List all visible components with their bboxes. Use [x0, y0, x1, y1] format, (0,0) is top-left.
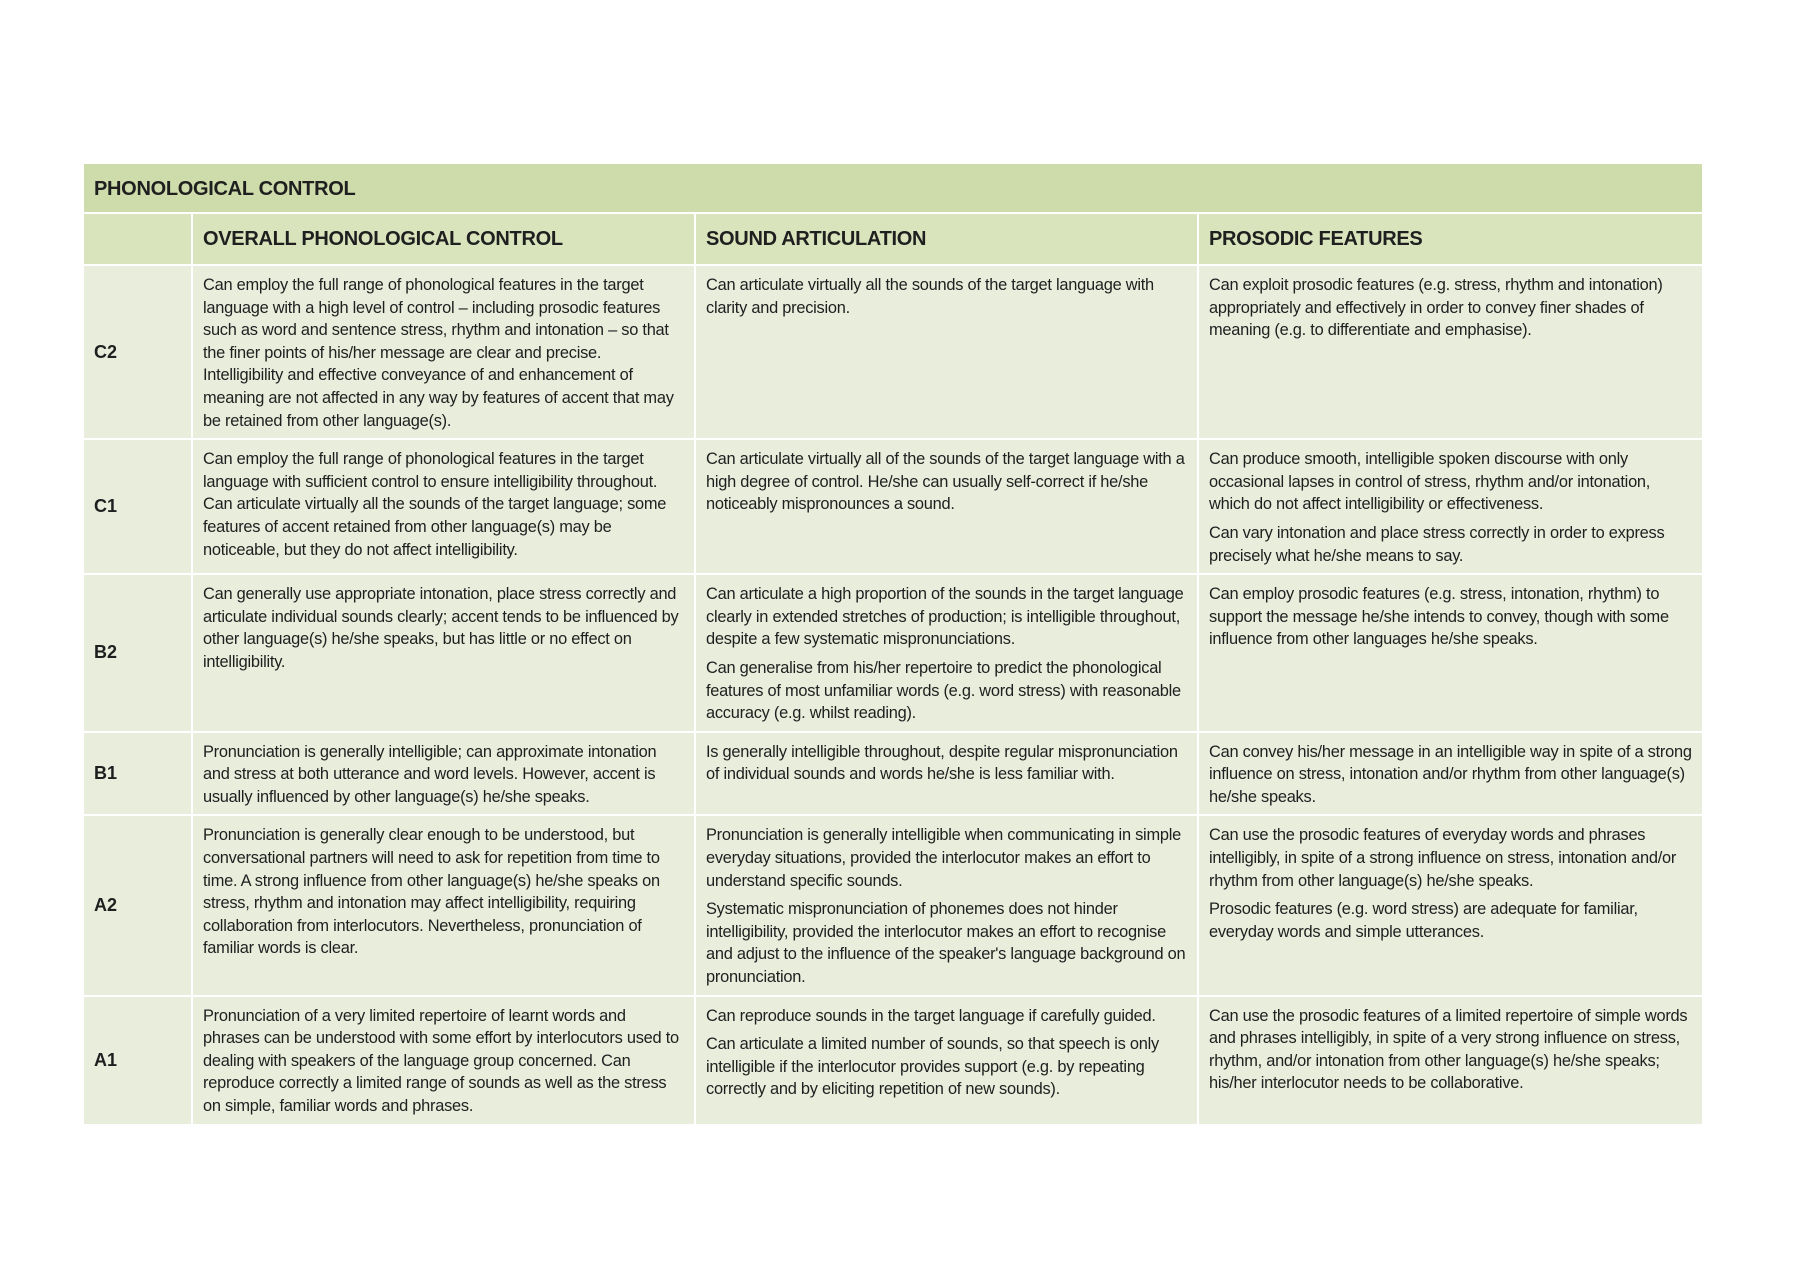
- table-row: [83, 996, 1703, 1125]
- descriptor-text: Can articulate a limited number of sounds, so that speech is only intelligible if the interlocutor provides support (e.g. by repeating correctly and by eliciting repetition of new sounds).: [706, 1035, 1159, 1099]
- descriptor-text: Can produce smooth, intelligible spoken discourse with only occasional lapses in control of stress, rhythm and/or intonation, which do not affect intelligibility or effectiveness.: [1209, 450, 1651, 514]
- descriptor-text: Pronunciation is generally intelligible; can approximate intonation and stress at both utterance and word levels. However, accent is usually influenced by other language(s) he/she speaks.: [203, 742, 657, 806]
- descriptor-text: Can articulate a high proportion of the sounds in the target language clearly in extended stretches of production; is intelligible throughout, despite a few systematic mispronunciations.: [706, 585, 1184, 649]
- phonological-control-table-container: [82, 162, 1702, 1126]
- level-label: A2: [83, 815, 192, 995]
- descriptor-text: Can generally use appropriate intonation, place stress correctly and articulate individual sounds clearly; accent tends to be influenced by other language(s) he/she speaks, but has little or no effect on intelligibility.: [203, 585, 679, 671]
- descriptor-text: Can generalise from his/her repertoire to predict the phonological features of most unfamiliar words (e.g. word stress) with reasonable accuracy (e.g. whilst reading).: [706, 658, 1181, 723]
- descriptor-text: Systematic mispronunciation of phonemes does not hinder intelligibility, provided the interlocutor makes an effort to recognise and adjust to the influence of the speaker's language background on pronunciation.: [706, 900, 1186, 987]
- descriptor-text: Can employ prosodic features (e.g. stress, intonation, rhythm) to support the message he/she intends to convey, though with some influence from other languages he/she speaks.: [1209, 585, 1669, 649]
- table-title: PHONOLOGICAL CONTROL: [83, 163, 1703, 213]
- prosodic-descriptor: [1198, 815, 1703, 995]
- prosodic-descriptor: [1198, 996, 1703, 1125]
- overall-descriptor: [192, 732, 695, 816]
- level-label: C1: [83, 439, 192, 574]
- descriptor-text: Can convey his/her message in an intelligible way in spite of a strong influence on stress, intonation and/or rhythm from other language(s) he/she speaks.: [1209, 742, 1692, 806]
- overall-descriptor: [192, 574, 695, 732]
- table-title-row: [83, 163, 1703, 213]
- overall-descriptor: [192, 996, 695, 1125]
- table-row: [83, 574, 1703, 732]
- prosodic-descriptor: [1198, 439, 1703, 574]
- column-header-row: [83, 213, 1703, 265]
- articulation-descriptor: [695, 815, 1198, 995]
- column-header-prosodic: PROSODIC FEATURES: [1198, 213, 1703, 265]
- descriptor-text: Can use the prosodic features of a limited repertoire of simple words and phrases intelligibly, in spite of a very strong influence on stress, rhythm, and/or intonation from other language(s) he/she speaks; his/her interlocutor needs to be collaborative.: [1209, 1006, 1688, 1093]
- table-row: [83, 815, 1703, 995]
- descriptor-text: Can employ the full range of phonological features in the target language with a high level of control – including prosodic features such as word and sentence stress, rhythm and intonation – so that the finer points of his/her message are clear and precise. Intelligibility and effective conveyance of and enhancement of meaning are not affected in any way by features of accent that may be retained from other language(s).: [203, 276, 674, 430]
- articulation-descriptor: [695, 996, 1198, 1125]
- level-label: A1: [83, 996, 192, 1125]
- articulation-descriptor: [695, 732, 1198, 816]
- descriptor-text: Pronunciation is generally intelligible when communicating in simple everyday situations, provided the interlocutor makes an effort to understand specific sounds.: [706, 826, 1181, 890]
- articulation-descriptor: [695, 265, 1198, 439]
- level-label: B1: [83, 732, 192, 816]
- table-row: [83, 439, 1703, 574]
- descriptor-text: Can use the prosodic features of everyday words and phrases intelligibly, in spite of a strong influence on stress, intonation and/or rhythm from other language(s) he/she speaks.: [1209, 826, 1677, 890]
- descriptor-text: Can exploit prosodic features (e.g. stress, rhythm and intonation) appropriately and effectively in order to convey finer shades of meaning (e.g. to differentiate and emphasise).: [1209, 276, 1663, 340]
- level-label: C2: [83, 265, 192, 439]
- descriptor-text: Can articulate virtually all the sounds of the target language with clarity and precision.: [706, 276, 1154, 317]
- descriptor-text: Can vary intonation and place stress correctly in order to express precisely what he/she means to say.: [1209, 523, 1665, 565]
- descriptor-text: Can reproduce sounds in the target language if carefully guided.: [706, 1006, 1156, 1025]
- column-header-articulation: SOUND ARTICULATION: [695, 213, 1198, 265]
- column-header-level: [83, 213, 192, 265]
- level-label: B2: [83, 574, 192, 732]
- column-header-overall: OVERALL PHONOLOGICAL CONTROL: [192, 213, 695, 265]
- descriptor-text: Pronunciation of a very limited repertoire of learnt words and phrases can be understood with some effort by interlocutors used to dealing with speakers of the language group concerned. Can reproduce correctly a limited range of sounds as well as the stress on simple, familiar words and phrases.: [203, 1006, 679, 1115]
- prosodic-descriptor: [1198, 574, 1703, 732]
- prosodic-descriptor: [1198, 265, 1703, 439]
- table-row: [83, 732, 1703, 816]
- descriptor-text: Is generally intelligible throughout, despite regular mispronunciation of individual sounds and words he/she is less familiar with.: [706, 742, 1178, 784]
- overall-descriptor: [192, 265, 695, 439]
- descriptor-text: Can employ the full range of phonological features in the target language with sufficient control to ensure intelligibility throughout. Can articulate virtually all the sounds of the target language; some features of accent retained from other language(s) may be noticeable, but they do not affect intelligibility.: [203, 450, 667, 559]
- articulation-descriptor: [695, 439, 1198, 574]
- descriptor-text: Can articulate virtually all of the sounds of the target language with a high degree of control. He/she can usually self-correct if he/she noticeably mispronounces a sound.: [706, 450, 1185, 514]
- overall-descriptor: [192, 439, 695, 574]
- descriptor-text: Pronunciation is generally clear enough to be understood, but conversational partners will need to ask for repetition from time to time. A strong influence from other language(s) he/she speaks on stress, rhythm and intonation may affect intelligibility, requiring collaboration from interlocutors. Nevertheless, pronunciation of familiar words is clear.: [203, 826, 660, 958]
- prosodic-descriptor: [1198, 732, 1703, 816]
- table-row: [83, 265, 1703, 439]
- descriptor-text: Prosodic features (e.g. word stress) are adequate for familiar, everyday words and simple utterances.: [1209, 900, 1638, 941]
- articulation-descriptor: [695, 574, 1198, 732]
- phonological-control-table: [82, 162, 1704, 1126]
- overall-descriptor: [192, 815, 695, 995]
